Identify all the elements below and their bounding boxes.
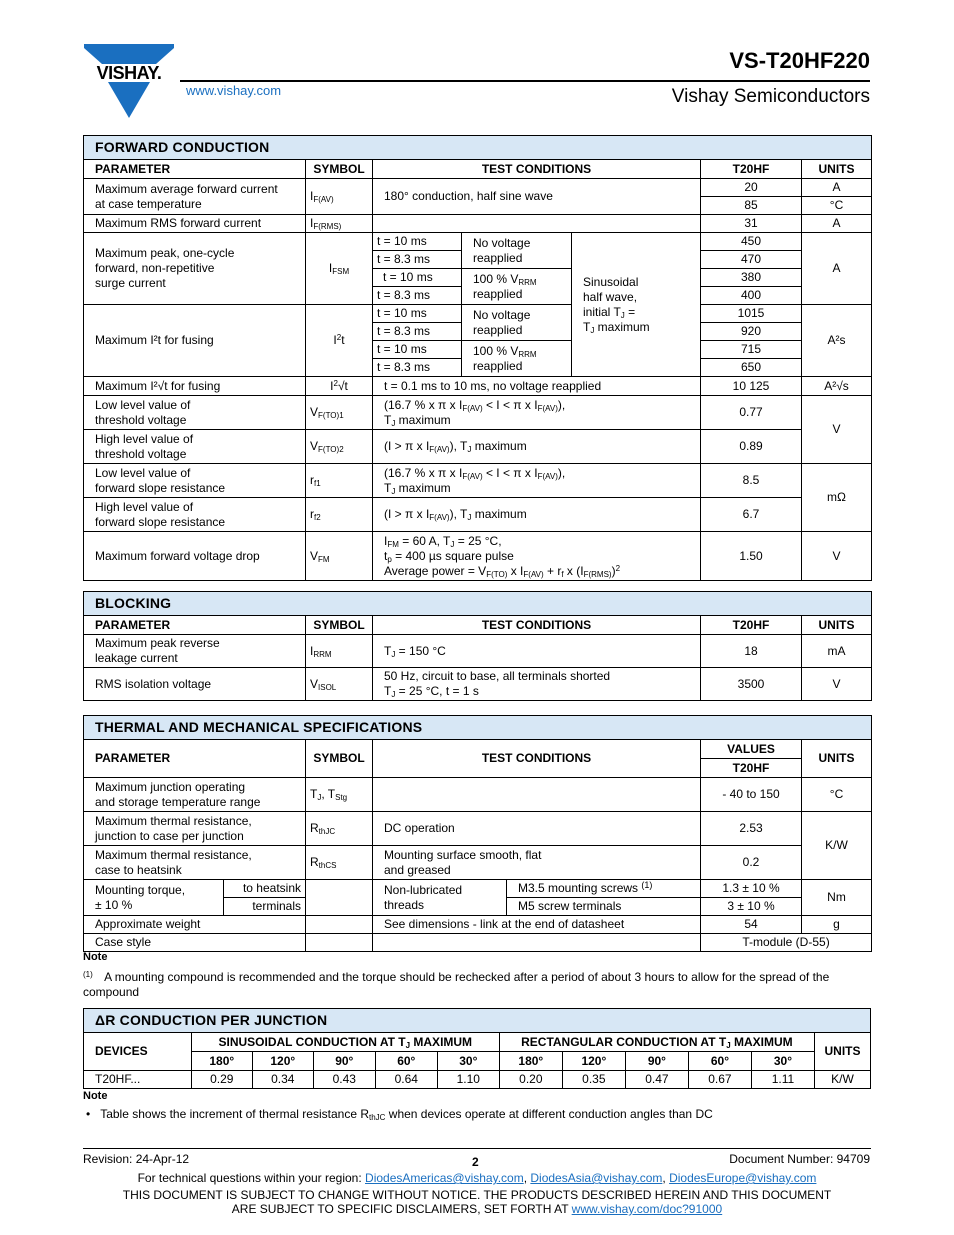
email-americas-link[interactable]: DiodesAmericas@vishay.com bbox=[365, 1171, 524, 1185]
col-rectangular: RECTANGULAR CONDUCTION AT $T_J$ MAXIMUM bbox=[499, 1033, 814, 1052]
section-title: ΔR CONDUCTION PER JUNCTION bbox=[84, 1009, 871, 1033]
value-rthjc: 2.53 bbox=[701, 812, 802, 846]
param-rthcs: Maximum thermal resistance, case to heatsink bbox=[84, 846, 306, 880]
value-tj: - 40 to 150 bbox=[701, 778, 802, 812]
cond-t10: t = 10 ms bbox=[373, 305, 462, 323]
value-torque-1: 1.3 ± 10 % bbox=[701, 880, 802, 898]
torque-heatsink-label: to heatsink bbox=[224, 880, 306, 898]
delta-r-note-title: Note bbox=[83, 1090, 108, 1102]
param-vt2: High level value of threshold voltage bbox=[84, 430, 306, 464]
angle-header: 120° bbox=[562, 1052, 625, 1071]
cond-high-level: (I > π x $I_{F(AV)}$), $T_J$ maximum bbox=[373, 430, 701, 464]
symbol-i2t: $I^2t$ bbox=[306, 305, 373, 377]
col-t20hf: T20HF bbox=[701, 616, 802, 635]
unit-a: A bbox=[802, 179, 872, 197]
cond-no-voltage: No voltage reapplied bbox=[462, 305, 572, 341]
param-i2rt: Maximum I²√t for fusing bbox=[84, 377, 306, 396]
forward-conduction-table bbox=[83, 135, 872, 581]
cond-high-level: (I > π x $I_{F(AV)}$), $T_J$ maximum bbox=[373, 498, 701, 532]
delta-r-value: 0.43 bbox=[313, 1071, 375, 1089]
cond-low-level: (16.7 % x π x $I_{F(AV)} < I < \pi$ x $I_{F(AV)}$), $T_J$ maximum bbox=[373, 396, 701, 430]
unit-mohm: mΩ bbox=[802, 464, 872, 532]
col-units: UNITS bbox=[802, 740, 872, 778]
disclaimer-line-1: THIS DOCUMENT IS SUBJECT TO CHANGE WITHOUT NOTICE. THE PRODUCTS DESCRIBED HEREIN AND THIS DOCUMENT bbox=[122, 1188, 832, 1202]
value-ifsm-3: 380 bbox=[701, 269, 802, 287]
delta-r-note: • Table shows the increment of thermal resistance $R_{thJC}$ when devices operate at different conduction angles than DC bbox=[86, 1107, 713, 1122]
symbol-tj-tstg: $T_J$, $T_{Stg}$ bbox=[306, 778, 373, 812]
param-vfm: Maximum forward voltage drop bbox=[84, 532, 306, 581]
col-sinusoidal: SINUSOIDAL CONDUCTION AT $T_J$ MAXIMUM bbox=[191, 1033, 499, 1052]
unit-g: g bbox=[802, 916, 872, 934]
cond-non-lubricated: Non-lubricated threads bbox=[373, 880, 507, 916]
col-values: VALUES bbox=[701, 740, 802, 759]
unit-a: A bbox=[802, 233, 872, 305]
col-parameter: PARAMETER bbox=[84, 160, 306, 179]
param-case-style: Case style bbox=[84, 934, 306, 952]
cond-irrm: $T_J = 150$ °C bbox=[373, 635, 701, 668]
param-i2t: Maximum I²t for fusing bbox=[84, 305, 306, 377]
param-visol: RMS isolation voltage bbox=[84, 668, 306, 701]
value-ifsm-2: 470 bbox=[701, 251, 802, 269]
cond-t10: t = 10 ms bbox=[373, 233, 462, 251]
value-avg-a: 20 bbox=[701, 179, 802, 197]
cond-t10: t = 10 ms bbox=[373, 341, 462, 359]
cond-half-sine: 180° conduction, half sine wave bbox=[373, 179, 701, 215]
col-symbol: SYMBOL bbox=[306, 616, 373, 635]
value-avg-c: 85 bbox=[701, 197, 802, 215]
unit-kw: K/W bbox=[802, 812, 872, 880]
col-t20hf: T20HF bbox=[701, 759, 802, 778]
unit-a: A bbox=[802, 215, 872, 233]
symbol-rthjc: $R_{thJC}$ bbox=[306, 812, 373, 846]
unit-v: V bbox=[802, 396, 872, 464]
param-mounting-torque: Mounting torque, ± 10 % bbox=[84, 880, 224, 916]
param-rf1: Low level value of forward slope resistance bbox=[84, 464, 306, 498]
unit-degc: °C bbox=[802, 197, 872, 215]
cond-empty bbox=[373, 215, 701, 233]
symbol-rf2: $r_{f2}$ bbox=[306, 498, 373, 532]
symbol-ifsm: $I_{FSM}$ bbox=[306, 233, 373, 305]
param-tj: Maximum junction operating and storage temperature range bbox=[84, 778, 306, 812]
unit-v: V bbox=[802, 668, 872, 701]
cond-dc: DC operation bbox=[373, 812, 701, 846]
col-units: UNITS bbox=[802, 160, 872, 179]
cond-empty bbox=[373, 934, 701, 952]
cond-t83: t = 8.3 ms bbox=[373, 323, 462, 341]
delta-r-value: 0.47 bbox=[625, 1071, 688, 1089]
section-title: BLOCKING bbox=[84, 592, 872, 616]
param-irrm: Maximum peak reverse leakage current bbox=[84, 635, 306, 668]
cond-100pct: 100 % $V_{RRM}$ reapplied bbox=[462, 341, 572, 377]
param-rthjc: Maximum thermal resistance, junction to case per junction bbox=[84, 812, 306, 846]
angle-header: 90° bbox=[625, 1052, 688, 1071]
value-irrm: 18 bbox=[701, 635, 802, 668]
symbol-empty bbox=[306, 880, 373, 916]
col-test-conditions: TEST CONDITIONS bbox=[373, 740, 701, 778]
header-rule bbox=[180, 80, 870, 82]
delta-r-value: 0.34 bbox=[252, 1071, 313, 1089]
unit-degc: °C bbox=[802, 778, 872, 812]
delta-r-value: 0.67 bbox=[688, 1071, 751, 1089]
unit-a2s: A²s bbox=[802, 305, 872, 377]
col-test-conditions: TEST CONDITIONS bbox=[373, 616, 701, 635]
unit-nm: Nm bbox=[802, 880, 872, 916]
cond-m5: M5 screw terminals bbox=[507, 898, 701, 916]
param-weight: Approximate weight bbox=[84, 916, 306, 934]
value-weight: 54 bbox=[701, 916, 802, 934]
angle-header: 90° bbox=[313, 1052, 375, 1071]
email-asia-link[interactable]: DiodesAsia@vishay.com bbox=[530, 1171, 663, 1185]
thermal-note: $^{(1)}$ A mounting compound is recommended and the torque should be rechecked after a period of about 3 hours to allow for the spread of the compound bbox=[83, 970, 830, 999]
cond-100pct: 100 % $V_{RRM}$ reapplied bbox=[462, 269, 572, 305]
angle-header: 30° bbox=[437, 1052, 499, 1071]
col-t20hf: T20HF bbox=[701, 160, 802, 179]
cond-m35: M3.5 mounting screws $^{(1)}$ bbox=[507, 880, 701, 898]
symbol-empty bbox=[306, 934, 373, 952]
document-number: Document Number: 94709 bbox=[729, 1152, 870, 1166]
delta-r-value: 0.64 bbox=[375, 1071, 437, 1089]
symbol-if-av: $I_{F(AV)}$ bbox=[306, 179, 373, 215]
cond-t83: t = 8.3 ms bbox=[373, 359, 462, 377]
unit-ma: mA bbox=[802, 635, 872, 668]
param-peak-surge: Maximum peak, one-cycle forward, non-repetitive surge current bbox=[84, 233, 306, 305]
symbol-vfto2: $V_{F(TO)2}$ bbox=[306, 430, 373, 464]
value-vt2: 0.89 bbox=[701, 430, 802, 464]
angle-header: 60° bbox=[688, 1052, 751, 1071]
value-visol: 3500 bbox=[701, 668, 802, 701]
unit-v: V bbox=[802, 532, 872, 581]
angle-header: 120° bbox=[252, 1052, 313, 1071]
symbol-empty bbox=[306, 916, 373, 934]
value-ifsm-1: 450 bbox=[701, 233, 802, 251]
value-torque-2: 3 ± 10 % bbox=[701, 898, 802, 916]
delta-r-value: 0.20 bbox=[499, 1071, 562, 1089]
email-europe-link[interactable]: DiodesEurope@vishay.com bbox=[669, 1171, 817, 1185]
value-i2t-4: 650 bbox=[701, 359, 802, 377]
value-ifsm-4: 400 bbox=[701, 287, 802, 305]
value-case-style: T-module (D-55) bbox=[701, 934, 872, 952]
angle-header: 30° bbox=[751, 1052, 814, 1071]
cond-vfm: $I_{FM} = 60$ A, $T_J = 25$ °C, $t_p = 400$ µs square pulse Average power = $V_{F(TO)}$ x $I_{F(AV)} + r_f$ x $(I_{F(RMS)})^2$ bbox=[373, 532, 701, 581]
cond-low-level: (16.7 % x π x $I_{F(AV)} < I < \pi$ x $I_{F(AV)}$), $T_J$ maximum bbox=[373, 464, 701, 498]
symbol-i2rt: $I^2√t$ bbox=[306, 377, 373, 396]
col-symbol: SYMBOL bbox=[306, 740, 373, 778]
section-title: FORWARD CONDUCTION bbox=[84, 136, 872, 160]
col-parameter: PARAMETER bbox=[84, 740, 306, 778]
angle-header: 180° bbox=[191, 1052, 252, 1071]
value-rthcs: 0.2 bbox=[701, 846, 802, 880]
cond-see-dimensions: See dimensions - link at the end of datasheet bbox=[373, 916, 701, 934]
value-i2t-3: 715 bbox=[701, 341, 802, 359]
col-devices: DEVICES bbox=[84, 1033, 192, 1071]
value-i2rt: 10 125 bbox=[701, 377, 802, 396]
disclaimer-line-2: ARE SUBJECT TO SPECIFIC DISCLAIMERS, SET FORTH AT www.vishay.com/doc?91000 bbox=[231, 1202, 723, 1216]
value-rf2: 6.7 bbox=[701, 498, 802, 532]
disclaimer-link[interactable]: www.vishay.com/doc?91000 bbox=[571, 1202, 723, 1216]
angle-header: 180° bbox=[499, 1052, 562, 1071]
value-i2t-1: 1015 bbox=[701, 305, 802, 323]
delta-r-table bbox=[83, 1008, 871, 1089]
symbol-irrm: $I_{RRM}$ bbox=[306, 635, 373, 668]
col-parameter: PARAMETER bbox=[84, 616, 306, 635]
delta-r-value: 0.35 bbox=[562, 1071, 625, 1089]
part-number-title: VS-T20HF220 bbox=[729, 48, 870, 73]
blocking-table bbox=[83, 591, 872, 701]
value-vfm: 1.50 bbox=[701, 532, 802, 581]
value-i2t-2: 920 bbox=[701, 323, 802, 341]
unit-kw: K/W bbox=[814, 1071, 870, 1089]
torque-terminals-label: terminals bbox=[224, 898, 306, 916]
cond-t10: t = 10 ms bbox=[373, 269, 462, 287]
unit-a2rs: A²√s bbox=[802, 377, 872, 396]
cond-empty bbox=[373, 778, 701, 812]
vishay-logo[interactable] bbox=[82, 44, 176, 120]
param-rf2: High level value of forward slope resistance bbox=[84, 498, 306, 532]
col-symbol: SYMBOL bbox=[306, 160, 373, 179]
symbol-visol: $V_{ISOL}$ bbox=[306, 668, 373, 701]
cond-sinusoidal: Sinusoidal half wave, initial $T_J$ = $T_J$ maximum bbox=[572, 233, 701, 377]
cond-i2rt: t = 0.1 ms to 10 ms, no voltage reapplied bbox=[373, 377, 701, 396]
footer-rule bbox=[83, 1148, 871, 1149]
symbol-vfto1: $V_{F(TO)1}$ bbox=[306, 396, 373, 430]
section-title: THERMAL AND MECHANICAL SPECIFICATIONS bbox=[84, 716, 872, 740]
value-rms: 31 bbox=[701, 215, 802, 233]
col-test-conditions: TEST CONDITIONS bbox=[373, 160, 701, 179]
param-rms-current: Maximum RMS forward current bbox=[84, 215, 306, 233]
symbol-rf1: $r_{f1}$ bbox=[306, 464, 373, 498]
cond-no-voltage: No voltage reapplied bbox=[462, 233, 572, 269]
revision: Revision: 24-Apr-12 bbox=[83, 1152, 190, 1166]
delta-r-value: 1.11 bbox=[751, 1071, 814, 1089]
cond-t83: t = 8.3 ms bbox=[373, 287, 462, 305]
value-rf1: 8.5 bbox=[701, 464, 802, 498]
symbol-if-rms: $I_{F(RMS)}$ bbox=[306, 215, 373, 233]
page-number: 2 bbox=[472, 1155, 479, 1169]
value-vt1: 0.77 bbox=[701, 396, 802, 430]
param-avg-current: Maximum average forward current at case temperature bbox=[84, 179, 306, 215]
symbol-vfm: $V_{FM}$ bbox=[306, 532, 373, 581]
website-link[interactable]: www.vishay.com bbox=[186, 83, 282, 98]
cond-visol: 50 Hz, circuit to base, all terminals shorted $T_J = 25$ °C, t = 1 s bbox=[373, 668, 701, 701]
thermal-table bbox=[83, 715, 872, 952]
cond-t83: t = 8.3 ms bbox=[373, 251, 462, 269]
delta-r-value: 1.10 bbox=[437, 1071, 499, 1089]
delta-r-value: 0.29 bbox=[191, 1071, 252, 1089]
col-units: UNITS bbox=[802, 616, 872, 635]
symbol-rthcs: $R_{thCS}$ bbox=[306, 846, 373, 880]
company-name: Vishay Semiconductors bbox=[671, 86, 870, 107]
device-name: T20HF... bbox=[84, 1071, 192, 1089]
angle-header: 60° bbox=[375, 1052, 437, 1071]
logo-text: VISHAY. bbox=[96, 63, 162, 83]
param-vt1: Low level value of threshold voltage bbox=[84, 396, 306, 430]
tech-questions: For technical questions within your region: DiodesAmericas@vishay.com, DiodesAsia@vishay.com, DiodesEurope@vishay.com bbox=[137, 1171, 817, 1185]
col-units: UNITS bbox=[814, 1033, 870, 1071]
cond-mounting-surface: Mounting surface smooth, flat and greased bbox=[373, 846, 701, 880]
thermal-note-title: Note bbox=[83, 951, 108, 963]
